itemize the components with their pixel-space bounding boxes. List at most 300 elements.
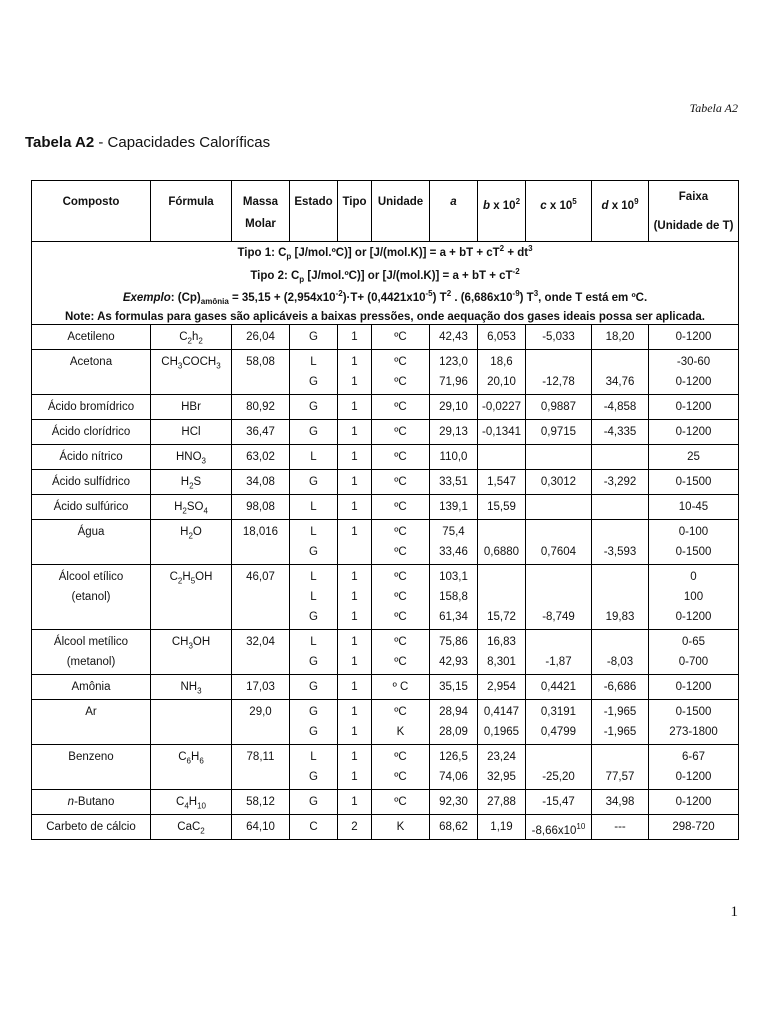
cell-a [430, 815, 478, 840]
cell-value: Acetileno [67, 331, 115, 344]
header-faixa: Faixa (Unidade de T) [649, 181, 739, 242]
cell-value: 298-720 [672, 821, 715, 834]
cell-b [478, 495, 526, 520]
cell-value: $H_2SO_4$ [174, 501, 208, 516]
table-row [32, 445, 739, 470]
table-row [32, 815, 739, 840]
cell-faixa [649, 790, 739, 815]
cell-value: 63,02 [246, 451, 275, 464]
cell-estado [290, 325, 338, 350]
cell-formula [151, 470, 232, 495]
cell-value: 42,93 [439, 656, 468, 669]
cell-value [594, 567, 646, 587]
cell-faixa [649, 520, 739, 565]
cell-unidade [372, 520, 430, 565]
cell-value: 29,13 [439, 426, 468, 439]
cell-value: 158,8 [439, 591, 468, 604]
cell-value: ºC [394, 771, 407, 784]
cell-tipo [338, 520, 372, 565]
cell-value: Ácido sulfúrico [53, 501, 129, 514]
cell-d [592, 325, 649, 350]
cell-value: ºC [394, 636, 407, 649]
cell-value: -1,965 [603, 706, 637, 719]
table-row [32, 325, 739, 350]
cell-value [528, 587, 589, 607]
cell-formula [151, 520, 232, 565]
cell-value: 32,95 [487, 771, 516, 784]
cell-d [592, 790, 649, 815]
cell-massa [232, 350, 290, 395]
note-type2: Tipo 2: $C_p$ [J/mol.ºC)] or [J/(mol.K)] = a + bT + $cT^{-2}$ [250, 266, 520, 284]
cell-value: L [310, 591, 317, 604]
cell-b [478, 395, 526, 420]
cell-value [528, 522, 589, 542]
cell-value: G [309, 546, 318, 559]
cell-massa [232, 520, 290, 565]
cell-value [594, 447, 646, 467]
cell-value: 100 [683, 591, 704, 604]
cell-value: 58,12 [246, 796, 275, 809]
cell-value: Álcool metílico [53, 636, 129, 649]
cell-value: G [309, 476, 318, 489]
cell-value: 34,98 [605, 796, 635, 809]
cell-formula [151, 325, 232, 350]
cell-faixa [649, 495, 739, 520]
cell-d [592, 630, 649, 675]
cell-d [592, 675, 649, 700]
cell-value: 0-1500 [675, 476, 712, 489]
cell-value: 25 [687, 451, 700, 464]
cell-value: $C_2H_5OH$ [169, 571, 213, 586]
cell-value: -8,03 [606, 656, 634, 669]
cell-value: -8,749 [542, 611, 575, 624]
cell-value: Amônia [71, 681, 111, 694]
cell-b [478, 630, 526, 675]
cell-value: 74,06 [439, 771, 468, 784]
cell-value: --- [614, 821, 626, 834]
cell-value: 18,20 [605, 331, 635, 344]
cell-unidade [372, 350, 430, 395]
cell-faixa [649, 325, 739, 350]
cell-value: 123,0 [439, 356, 468, 369]
cell-c [526, 745, 592, 790]
table-row [32, 420, 739, 445]
cell-value: 1 [351, 426, 358, 439]
cell-c [526, 815, 592, 840]
cell-unidade [372, 565, 430, 630]
cell-value: Carbeto de cálcio [46, 821, 136, 834]
cell-c [526, 445, 592, 470]
cell-d [592, 745, 649, 790]
cell-value: -4,335 [603, 426, 637, 439]
header-d: d x $10^9$ [592, 181, 649, 242]
cell-value: L [310, 501, 317, 514]
cell-value: 0 [690, 571, 697, 584]
cell-unidade [372, 420, 430, 445]
cell-value: ºC [394, 356, 407, 369]
cell-value: Ácido sulfídrico [52, 476, 130, 489]
cell-value: 28,09 [439, 726, 468, 739]
cell-value: 19,83 [605, 611, 635, 624]
cell-value: 0-1200 [675, 401, 712, 414]
cell-value: -5,033 [542, 331, 575, 344]
cell-value: 29,0 [249, 706, 272, 719]
cell-value: 29,10 [439, 401, 468, 414]
cell-value [480, 587, 523, 607]
cell-unidade [372, 445, 430, 470]
cell-value: $C_4H_{10}$ [176, 796, 206, 811]
cell-composto [32, 470, 151, 495]
cell-value [594, 352, 646, 372]
cell-estado [290, 420, 338, 445]
cell-d [592, 495, 649, 520]
cell-value: Acetona [69, 356, 113, 369]
cell-value: 75,86 [439, 636, 468, 649]
table-row [32, 630, 739, 675]
cell-faixa [649, 815, 739, 840]
cell-value: 1 [351, 706, 358, 719]
table-body [32, 325, 739, 840]
cell-value [528, 352, 589, 372]
running-head: Tabela A2 [689, 101, 738, 115]
cell-value [594, 632, 646, 652]
cell-a [430, 675, 478, 700]
header-formula: Fórmula [151, 181, 232, 242]
cell-composto [32, 745, 151, 790]
cell-estado [290, 700, 338, 745]
cell-d [592, 395, 649, 420]
cell-a [430, 495, 478, 520]
cell-value: 0-700 [678, 656, 709, 669]
cell-value: Ácido nítrico [59, 451, 123, 464]
cell-faixa [649, 700, 739, 745]
cell-value [528, 497, 589, 517]
cell-value: 34,76 [605, 376, 635, 389]
cell-formula [151, 790, 232, 815]
cell-massa [232, 495, 290, 520]
cell-composto [32, 325, 151, 350]
cell-value: 0-100 [678, 526, 709, 539]
cell-value: 68,62 [439, 821, 468, 834]
cell-value: 1 [351, 681, 358, 694]
cell-value: 18,016 [242, 526, 279, 539]
header-c: c x $10^5$ [526, 181, 592, 242]
cell-value: Ácido bromídrico [47, 401, 135, 414]
cell-value: 1 [351, 636, 358, 649]
cell-d [592, 815, 649, 840]
cell-composto [32, 630, 151, 675]
cell-faixa [649, 630, 739, 675]
cell-value: 23,24 [487, 751, 516, 764]
cell-d [592, 520, 649, 565]
cell-value: -15,47 [542, 796, 575, 809]
cell-b [478, 700, 526, 745]
cell-value: 1 [351, 356, 358, 369]
cell-value: -12,78 [542, 376, 575, 389]
cell-massa [232, 675, 290, 700]
cell-unidade [372, 495, 430, 520]
cell-massa [232, 815, 290, 840]
cell-value: ºC [394, 331, 407, 344]
cell-value: -1,87 [545, 656, 572, 669]
cell-b [478, 790, 526, 815]
cell-a [430, 700, 478, 745]
table-row [32, 700, 739, 745]
cell-value: G [309, 726, 318, 739]
cell-value: 0-1200 [675, 426, 712, 439]
note-example: Exemplo: $(Cp)_{amônia} = 35,15 + (2,954x10^{-2})\cdot T+ (0,4421x10^{-5})$ $T^2$ . $(6,686x10^{-9})$ $T^3$, onde T está em ºC. [122, 289, 648, 307]
cell-value: G [309, 706, 318, 719]
cell-value: 15,72 [487, 611, 516, 624]
table-row [32, 565, 739, 630]
cell-estado [290, 630, 338, 675]
cell-value: 0,4421 [540, 681, 577, 694]
cell-value: 28,94 [439, 706, 468, 719]
cell-a [430, 520, 478, 565]
cell-a [430, 790, 478, 815]
cell-value [480, 567, 523, 587]
cell-tipo [338, 420, 372, 445]
cell-value: 61,34 [439, 611, 468, 624]
cell-tipo [338, 565, 372, 630]
cell-massa [232, 325, 290, 350]
cell-value: L [310, 526, 317, 539]
cell-value: Benzeno [68, 751, 114, 764]
heat-capacity-table [31, 180, 739, 840]
cell-value: G [309, 771, 318, 784]
cell-c [526, 790, 592, 815]
cell-massa [232, 470, 290, 495]
cell-value: 0-1500 [675, 546, 712, 559]
cell-b [478, 745, 526, 790]
cell-value: Ar [85, 706, 97, 719]
table-notes [32, 242, 739, 325]
cell-value: 1 [351, 526, 358, 539]
cell-value: HCl [181, 426, 201, 439]
cell-unidade [372, 815, 430, 840]
cell-value: ºC [394, 656, 407, 669]
cell-value: 1 [351, 771, 358, 784]
cell-value: $CH_3COCH_3$ [161, 356, 221, 371]
cell-formula [151, 700, 232, 745]
cell-b [478, 675, 526, 700]
cell-value: 0,9887 [540, 401, 577, 414]
cell-c [526, 350, 592, 395]
cell-value: 2,954 [487, 681, 516, 694]
cell-value: 80,92 [246, 401, 275, 414]
cell-value: 0-1200 [675, 771, 712, 784]
cell-value: 0,3191 [540, 706, 577, 719]
cell-value: 0-1200 [675, 796, 712, 809]
cell-value: G [309, 376, 318, 389]
cell-value: 0,7604 [540, 546, 577, 559]
cell-value [594, 497, 646, 517]
table-row [32, 520, 739, 565]
cell-unidade [372, 395, 430, 420]
table-row [32, 470, 739, 495]
cell-value: ºC [394, 611, 407, 624]
cell-value: L [310, 571, 317, 584]
cell-tipo [338, 700, 372, 745]
cell-value: 92,30 [439, 796, 468, 809]
cell-massa [232, 565, 290, 630]
cell-formula [151, 565, 232, 630]
cell-value: $NH_3$ [180, 681, 202, 696]
cell-value: º C [392, 681, 409, 694]
cell-composto [32, 790, 151, 815]
cell-value: ºC [394, 751, 407, 764]
cell-estado [290, 470, 338, 495]
cell-value: 1 [351, 451, 358, 464]
header-a: a [430, 181, 478, 242]
cell-tipo [338, 325, 372, 350]
cell-value: L [310, 636, 317, 649]
cell-value: 1,19 [490, 821, 513, 834]
cell-value: 273-1800 [669, 726, 718, 739]
cell-unidade [372, 470, 430, 495]
cell-value: 0-1200 [675, 611, 712, 624]
cell-c [526, 630, 592, 675]
cell-value: n-Butano [67, 796, 115, 809]
cell-value: $C_2h_2$ [179, 331, 203, 346]
cell-value: 16,83 [487, 636, 516, 649]
cell-value: 42,43 [439, 331, 468, 344]
cell-value: K [396, 726, 405, 739]
cell-value: 1 [351, 656, 358, 669]
cell-value: G [309, 681, 318, 694]
cell-unidade [372, 700, 430, 745]
cell-value: ºC [394, 591, 407, 604]
cell-a [430, 395, 478, 420]
cell-value [153, 702, 229, 722]
cell-value: 1 [351, 796, 358, 809]
cell-massa [232, 790, 290, 815]
cell-b [478, 470, 526, 495]
cell-a [430, 630, 478, 675]
cell-value: ºC [394, 546, 407, 559]
cell-value: 35,15 [439, 681, 468, 694]
cell-value: 20,10 [487, 376, 516, 389]
cell-formula [151, 630, 232, 675]
cell-value: CaC$_2$ [177, 821, 205, 836]
cell-tipo [338, 745, 372, 790]
cell-value: 27,88 [487, 796, 516, 809]
cell-value: 8,301 [487, 656, 516, 669]
cell-value: 32,04 [246, 636, 275, 649]
cell-faixa [649, 445, 739, 470]
cell-d [592, 470, 649, 495]
cell-value: ºC [394, 401, 407, 414]
cell-value: 1 [351, 571, 358, 584]
header-estado: Estado [290, 181, 338, 242]
cell-value: 1 [351, 611, 358, 624]
cell-value: -0,0227 [481, 401, 521, 414]
cell-value: G [309, 401, 318, 414]
cell-b [478, 420, 526, 445]
cell-value: Ácido clorídrico [51, 426, 131, 439]
cell-value [594, 587, 646, 607]
cell-value: G [309, 656, 318, 669]
cell-composto [32, 565, 151, 630]
cell-composto [32, 495, 151, 520]
cell-value: 46,07 [246, 571, 275, 584]
table-row [32, 745, 739, 790]
note-type1: Tipo 1: $C_p$ [J/mol.ºC)] or [J/(mol.K)] = a + bT + $cT^2 + dt^3$ [237, 244, 533, 262]
cell-value: 126,5 [439, 751, 468, 764]
cell-composto [32, 445, 151, 470]
table-row [32, 495, 739, 520]
cell-value: -30-60 [676, 356, 711, 369]
cell-b [478, 350, 526, 395]
table-row [32, 675, 739, 700]
cell-value: HBr [181, 401, 201, 414]
cell-value: L [310, 451, 317, 464]
cell-tipo [338, 470, 372, 495]
cell-faixa [649, 470, 739, 495]
cell-tipo [338, 350, 372, 395]
cell-a [430, 565, 478, 630]
cell-value: 71,96 [439, 376, 468, 389]
cell-massa [232, 445, 290, 470]
cell-value: 77,57 [605, 771, 635, 784]
cell-tipo [338, 445, 372, 470]
cell-value: 1 [351, 401, 358, 414]
cell-tipo [338, 395, 372, 420]
cell-formula [151, 445, 232, 470]
cell-value [594, 747, 646, 767]
cell-estado [290, 495, 338, 520]
cell-value: 0-65 [681, 636, 706, 649]
cell-d [592, 445, 649, 470]
cell-value [340, 542, 369, 562]
cell-value: 33,46 [439, 546, 468, 559]
cell-estado [290, 565, 338, 630]
header-b: b x $10^2$ [478, 181, 526, 242]
note-pressure: Note: As formulas para gases são aplicáveis a baixas pressões, onde aequação dos gases ideais possa ser aplicada. [64, 310, 706, 323]
cell-value: 1,547 [487, 476, 516, 489]
cell-value: 75,4 [442, 526, 465, 539]
cell-b [478, 520, 526, 565]
cell-value: 0,6880 [483, 546, 520, 559]
cell-composto [32, 815, 151, 840]
cell-c [526, 700, 592, 745]
cell-value: 0,9715 [540, 426, 577, 439]
cell-value [528, 747, 589, 767]
cell-value [594, 522, 646, 542]
cell-value: 18,6 [490, 356, 513, 369]
cell-massa [232, 700, 290, 745]
cell-tipo [338, 675, 372, 700]
cell-composto [32, 395, 151, 420]
cell-composto [32, 520, 151, 565]
cell-value [528, 632, 589, 652]
cell-value: ºC [394, 706, 407, 719]
cell-value: K [396, 821, 405, 834]
cell-b [478, 815, 526, 840]
cell-estado [290, 815, 338, 840]
cell-value: ºC [394, 426, 407, 439]
cell-c [526, 325, 592, 350]
cell-value: $HNO_3$ [175, 451, 206, 466]
header-unidade: Unidade [372, 181, 430, 242]
cell-formula [151, 495, 232, 520]
cell-value: $H_2O$ [180, 526, 202, 541]
cell-value: 0,4147 [483, 706, 520, 719]
cell-a [430, 470, 478, 495]
cell-value: 1 [351, 476, 358, 489]
cell-value: 139,1 [439, 501, 468, 514]
cell-value: 26,04 [246, 331, 275, 344]
